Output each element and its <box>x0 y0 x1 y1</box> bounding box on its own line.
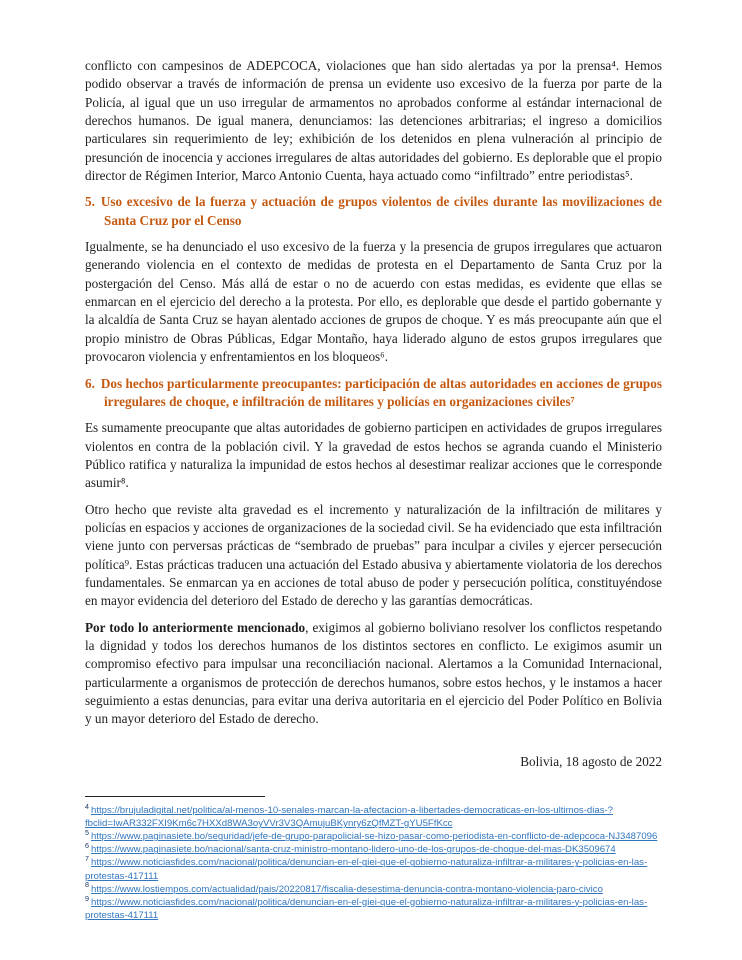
footnote-separator <box>85 796 265 797</box>
footnote-6-number: 6 <box>85 841 89 851</box>
section-6-heading <box>85 375 662 412</box>
paragraph-infiltracion: Otro hecho que reviste alta gravedad es el incremento y naturalización de la infiltración de militares y policías en espacios y acciones de organizaciones de la sociedad civil. Se ha evidenciado que esta infiltración viene junto con perversas prácticas de “sembrado de pruebas” para inculpar a civiles y ejercer persecución política⁹. Estas prácticas traducen una actuación del Estado abusiva y abiertamente violatoria de los derechos fundamentales. Se enmarcan ya en acciones de total abuso de poder y persecución política, constituyéndose en mayor evidencia del deterioro del Estado de derecho y las garantías democráticas. <box>85 501 662 609</box>
footnote-7-number: 7 <box>85 854 89 864</box>
footnote-4-link[interactable]: https://brujuladigital.net/politica/al-menos-10-senales-marcan-la-afectacion-a-libertades-democraticas-en-los-ultimos-dias-?fbclid=IwAR332FXI9Km6c7HXXd8WA3oyVVr3V3QAmujuBKynry6zQfMZT-gYU5FfKcc <box>85 805 614 830</box>
footnote-5 <box>85 830 662 843</box>
footnotes-section <box>85 796 662 922</box>
footnote-8-link[interactable]: https://www.lostiempos.com/actualidad/pais/20220817/fiscalia-desestima-denuncia-contra-montano-violencia-paro-civico <box>91 883 603 895</box>
paragraph-autoridades-grupos: Es sumamente preocupante que altas autoridades de gobierno participen en actividades de grupos irregulares violentos en contra de la población civil. Y la gravedad de estos hechos se agranda cuando el Ministerio Público ratifica y naturaliza la impunidad de estos hechos al desestimar realizar acciones que le corresponde asumir⁸. <box>85 420 662 491</box>
footnote-8-number: 8 <box>85 880 89 890</box>
footnote-5-number: 5 <box>85 828 89 838</box>
section-5-title: Uso excesivo de la fuerza y actuación de grupos violentos de civiles durante las movilizaciones de Santa Cruz por el Censo <box>100 194 662 228</box>
dateline: Bolivia, 18 agosto de 2022 <box>520 753 662 769</box>
footnote-4 <box>85 801 662 830</box>
paragraph-conclusion <box>85 619 662 729</box>
footnote-7-link[interactable]: https://www.noticiasfides.com/nacional/politica/denuncian-en-el-giei-que-el-gobierno-naturaliza-infiltrar-a-militares-y-policias-en-las-protestas-417111 <box>85 857 648 882</box>
section-6-title: Dos hechos particularmente preocupantes: participación de altas autoridades en acciones de grupos irregulares de choque, e infiltración de militares y policías en organizaciones civiles⁷ <box>100 375 662 409</box>
footnote-5-link[interactable]: https://www.paginasiete.bo/seguridad/jefe-de-grupo-parapolicial-se-hizo-pasar-como-periodista-en-conflicto-de-adepcoca-NJ3487096 <box>91 831 658 843</box>
footnote-7 <box>85 856 662 882</box>
footnote-6 <box>85 843 662 856</box>
footnote-9 <box>85 893 662 922</box>
footnote-4-number: 4 <box>85 801 89 811</box>
footnote-6-link[interactable]: https://www.paginasiete.bo/nacional/santa-cruz-ministro-montano-lidero-uno-de-los-grupos-de-choque-del-mas-DK3509674 <box>91 844 616 856</box>
paragraph-police-violations: conflicto con campesinos de ADEPCOCA, violaciones que han sido alertadas ya por la prensa⁴. Hemos podido observar a través de información de prensa un evidente uso excesivo de la fuerza por parte de la Policía, al igual que un uso irregular de armamentos no aprobados conforme al estándar internacional de derechos humanos. De igual manera, denunciamos: las detenciones arbitrarias; el ingreso a domicilios particulares sin requerimiento de ley; exhibición de los detenidos en plena vulneración al principio de presunción de inocencia y acciones irregulares de altas autoridades del gobierno. Es deplorable que el propio director de Régimen Interior, Marco Antonio Cuenta, haya actuado como “infiltrado” entre periodistas⁵. <box>85 58 662 184</box>
footnote-9-number: 9 <box>85 893 89 903</box>
conclusion-rest: , exigimos al gobierno boliviano resolver los conflictos respetando la dignidad y todos los derechos humanos de los distintos sectores en conflicto. Le exigimos asumir un compromiso efectivo para impulsar una reconciliación nacional. Alertamos a la Comunidad Internacional, particularmente a organismos de protección de derechos humanos, sobre estos hechos, y le instamos a hacer seguimiento a estas denuncias, para evitar una deriva autoritaria en el ejercicio del Poder Político en Bolivia y un mayor deterioro del Estado de derecho. <box>85 619 662 727</box>
section-5-number: 5. <box>85 194 95 210</box>
document-content <box>85 57 662 922</box>
section-6-number: 6. <box>85 375 95 391</box>
section-5-heading <box>85 193 662 230</box>
footnote-8 <box>85 880 662 896</box>
conclusion-lead-bold: Por todo lo anteriormente mencionado <box>85 619 306 635</box>
footnote-9-link[interactable]: https://www.noticiasfides.com/nacional/politica/denuncian-en-el-giei-que-el-gobierno-naturaliza-infiltrar-a-militares-y-policias-en-las-protestas-417111 <box>85 896 648 921</box>
paragraph-santa-cruz-censo: Igualmente, se ha denunciado el uso excesivo de la fuerza y la presencia de grupos irregulares que actuaron generando violencia en el contexto de medidas de protesta en el Departamento de Santa Cruz por la postergación del Censo. Más allá de estar o no de acuerdo con estas medidas, es evidente que ellas se enmarcan en el ejercicio del derecho a la protesta. Por ello, es deplorable que desde el partido gobernante y la alcaldía de Santa Cruz se hayan alentado acciones de grupos de choque. Y es más preocupante aún que el propio ministro de Obras Públicas, Edgar Montaño, haya liderado alguno de estos grupos irregulares que provocaron violencia y enfrentamientos en los bloqueos⁶. <box>85 239 662 365</box>
